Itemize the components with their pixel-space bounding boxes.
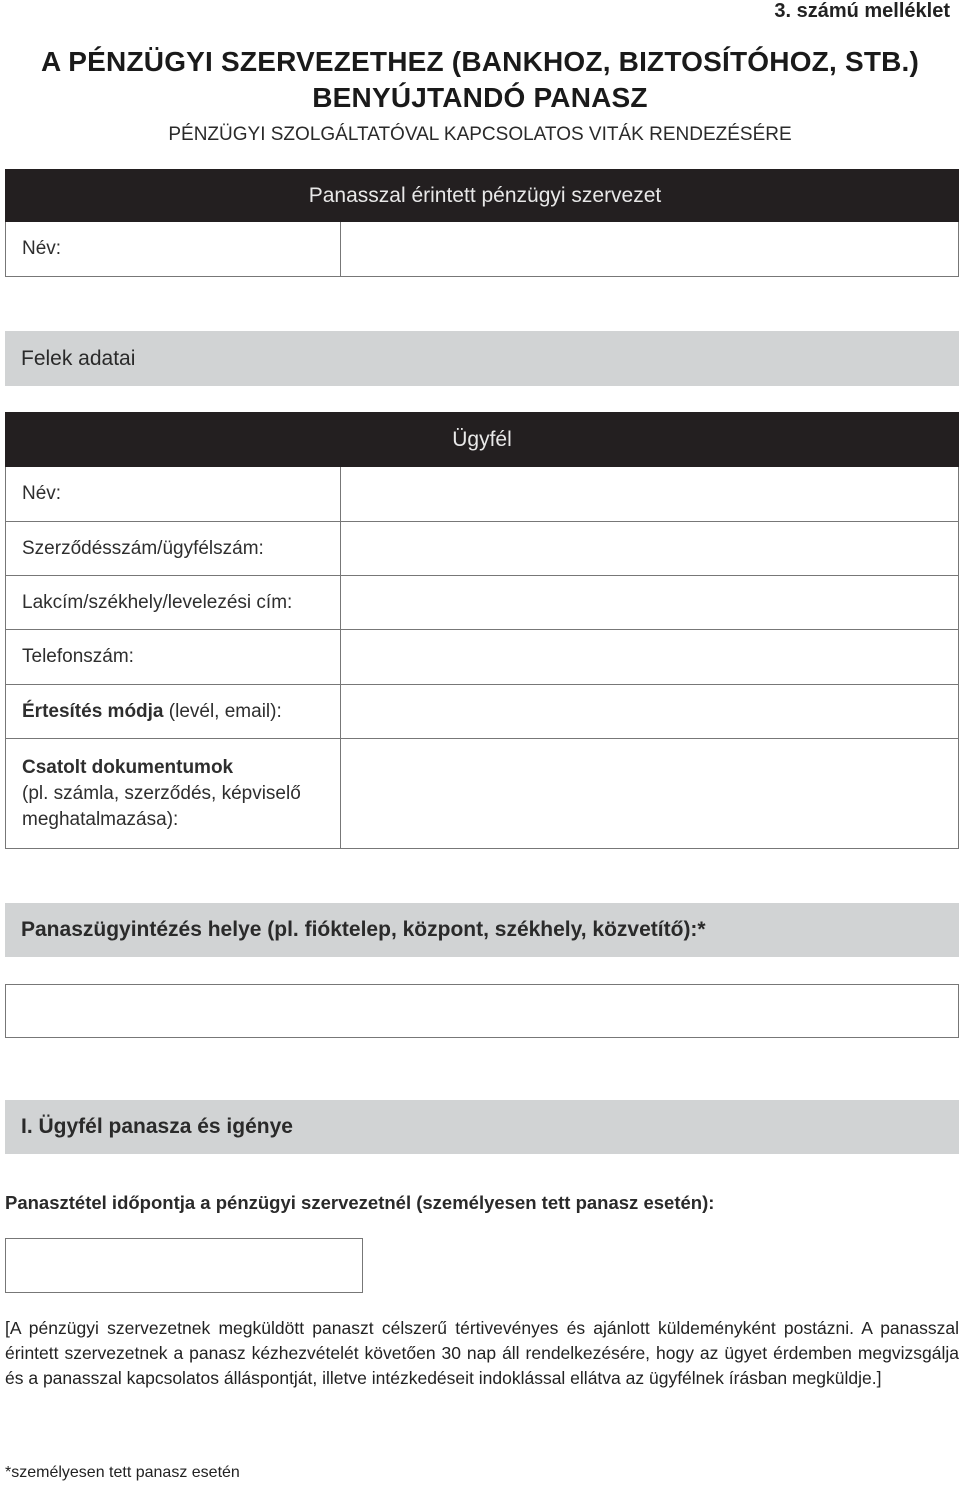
footnote: *személyesen tett panasz esetén [5,1464,240,1481]
attachments-field[interactable] [341,739,958,848]
complaint-date-field[interactable] [5,1238,363,1293]
phone-row [5,630,959,685]
document-title [0,44,960,116]
address-label: Lakcím/székhely/levelezési cím: [6,576,341,629]
contract-number-row [5,522,959,576]
client-header [5,412,959,467]
title-line-2: BENYÚJTANDÓ PANASZ [312,82,648,113]
attachments-label-bold: Csatolt dokumentumok [22,756,234,778]
mailing-note-paragraph: [A pénzügyi szervezetnek megküldött panaszt célszerű tértivevényes és ajánlott küldeményként postázni. A panasszal érintett szervezetnek a panasz kézhezvételét követően 30 nap áll rendelkezésére, hogy az ügyet érdemben megvizsgálja és a panasszal kapcsolatos álláspontját, illetve intézkedéseit indoklással ellátva az ügyfélnek írásban megküldje.] [5,1318,959,1388]
complaint-location-label: Panaszügyintézés helye (pl. fióktelep, központ, székhely, közvetítő):* [21,918,706,941]
institution-name-row [5,222,959,277]
notification-label-rest: (levél, email): [163,700,282,722]
complaint-location-header [5,903,959,957]
contract-number-field[interactable] [341,522,958,575]
contract-number-label: Szerződésszám/ügyfélszám: [6,522,341,575]
client-name-field[interactable] [341,467,958,521]
institution-name-field[interactable] [341,222,958,276]
document-subtitle: PÉNZÜGYI SZOLGÁLTATÓVAL KAPCSOLATOS VITÁK RENDEZÉSÉRE [168,124,792,145]
attachments-row [5,739,959,849]
section-one-label: I. Ügyfél panasza és igénye [21,1115,293,1138]
attachments-label [6,739,341,848]
attachments-label-line2: (pl. számla, szerződés, képviselő [22,782,301,804]
address-row [5,576,959,630]
institution-header [5,169,959,222]
title-line-1: A PÉNZÜGYI SZERVEZETHEZ (BANKHOZ, BIZTOSÍTÓHOZ, STB.) [40,46,920,77]
address-field[interactable] [341,576,958,629]
phone-label: Telefonszám: [6,630,341,684]
client-name-label: Név: [6,467,341,521]
parties-header [5,331,959,386]
institution-header-label: Panasszal érintett pénzügyi szervezet [308,183,662,207]
phone-field[interactable] [341,630,958,684]
institution-name-label: Név: [6,222,341,276]
notification-field[interactable] [341,685,958,738]
client-name-row [5,467,959,522]
attachments-label-line3: meghatalmazása): [22,808,179,830]
client-header-label: Ügyfél [452,427,512,451]
complaint-location-field[interactable] [5,984,959,1038]
notification-label [6,685,341,738]
complaint-date-label: Panasztétel időpontja a pénzügyi szervezetnél (személyesen tett panasz esetén): [5,1192,715,1213]
section-one-header [5,1100,959,1154]
notification-label-bold: Értesítés módja [22,700,164,722]
notification-row [5,685,959,739]
parties-header-label: Felek adatai [21,346,136,370]
annex-label: 3. számú melléklet [774,0,950,22]
